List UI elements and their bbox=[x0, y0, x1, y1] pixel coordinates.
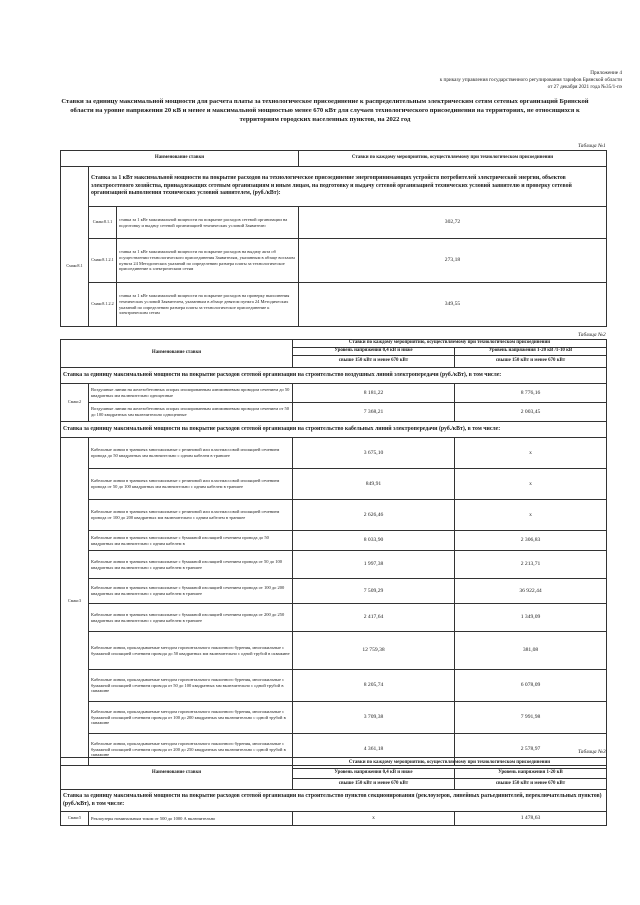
table1-row-code: Cмакс8.1.1 bbox=[89, 207, 117, 239]
appendix-order: к приказу управления государственного регулирования тарифов Брянской области bbox=[439, 77, 622, 84]
table-row-value-low: 8 205,74 bbox=[293, 670, 455, 702]
table3-power-low: свыше 150 кВт и менее 670 кВт bbox=[293, 779, 455, 790]
table1-label: Таблица №1 bbox=[578, 143, 606, 149]
table-row-value-low: 4 361,18 bbox=[293, 734, 455, 766]
table3-level-low: Уровень напряжения 0,4 кВ и ниже bbox=[293, 769, 455, 779]
table1-row-code: Cмакс8.1.2.1 bbox=[89, 239, 117, 283]
table1-header-name: Наименование ставки bbox=[61, 151, 299, 167]
table3-header-name: Наименование ставки bbox=[61, 758, 293, 790]
appendix-date: от 27 декабря 2021 года №35/1-пэ bbox=[547, 84, 622, 91]
table1-row-code: Cмакс8.1.2.2 bbox=[89, 283, 117, 327]
table-row-value-high: х bbox=[455, 469, 607, 500]
appendix-header bbox=[302, 70, 622, 92]
table-row-desc: Кабельные линии в траншеях многожильные с бумажной изоляцией сечением провода от 200 до 250 квадратных мм включительно с одним кабелем в траншее bbox=[89, 604, 293, 632]
table-row-value-low: 2 626,46 bbox=[293, 500, 455, 531]
table2-level-high: Уровень напряжения 1-20 кВ /1-10 кВ bbox=[455, 348, 607, 356]
table1-group-code: Смакс8.1 bbox=[61, 207, 89, 327]
table2-header-name: Наименование ставки bbox=[61, 340, 293, 368]
table1-row-value: 273,18 bbox=[299, 239, 607, 283]
table3-section: Ставка за единицу максимальной мощности на покрытие расходов сетевой организации на строительство пунктов секционирования (реклоузеров, линейных разъединителей, переключательных пунктов) (руб./кВт), в том числе: bbox=[61, 790, 607, 812]
table-row-value-high: х bbox=[455, 500, 607, 531]
table1-row-desc: ставка за 1 кВт максимальной мощности на покрытие расходов на выдачу акта об осуществлении технологического присоединения Заявителям, указанным в абзаце восьмом пункта 24 Методических указаний по определению размера платы за технологическое присоединение к электрическим сетям bbox=[117, 239, 299, 283]
table-row-value-low: 3 709,38 bbox=[293, 702, 455, 734]
table1 bbox=[60, 150, 607, 327]
table3 bbox=[60, 757, 607, 826]
table2-overhead-code: Cмакс2 bbox=[61, 384, 89, 422]
table-row-desc: Кабельные линии, прокладываемые методом горизонтального наклонного бурения, многожильные с бумажной изоляцией сечением провода от 100 до 200 квадратных мм включительно с одной трубой в скважине bbox=[89, 702, 293, 734]
table-row-value-high: 2 003,45 bbox=[455, 403, 607, 422]
table1-row-desc: ставка за 1 кВт максимальной мощности на покрытие расходов сетевой организации на подготовку и выдачу сетевой организацией технических условий Заявителю bbox=[117, 207, 299, 239]
table-row-value-high: 2 213,71 bbox=[455, 551, 607, 579]
table-row-value-high: 381,08 bbox=[455, 632, 607, 670]
table-row-desc: Кабельные линии в траншеях многожильные с резиновой или пластмассовой изоляцией сечением провода от 100 до 200 квадратных мм включительно с одним кабелем в траншее bbox=[89, 500, 293, 531]
table1-section: Ставка за 1 кВт максимальной мощности на покрытие расходов на технологическое присоединение энергопринимающих устройств потребителей электрической энергии, объектов электросетевого хозяйства, принадлежащих сетевым организациям и иным лицам, на подготовку и выдачу сетевой организацией технических условий заявителю и проверку сетевой организацией выполнения технических условий заявителем, (руб./кВт): bbox=[89, 167, 607, 207]
table-row-desc: Кабельные линии в траншеях многожильные с бумажной изоляцией сечением провода от 50 до 100 квадратных мм включительно с одним кабелем в траншее bbox=[89, 551, 293, 579]
table-row-value-high: 1 349,09 bbox=[455, 604, 607, 632]
table-row-desc: Кабельные линии в траншеях многожильные с бумажной изоляцией сечением провода от 100 до 200 квадратных мм включительно с одним кабелем в траншее bbox=[89, 579, 293, 604]
table-row-value-low: 8 033,90 bbox=[293, 531, 455, 551]
table-row-desc: Кабельные линии в траншеях многожильные с резиновой или пластмассовой изоляцией сечением провода от 50 до 100 квадратных мм включительно с одним кабелем в траншее bbox=[89, 469, 293, 500]
table-row-value-high: х bbox=[455, 438, 607, 469]
table-row-desc: Кабельные линии, прокладываемые методом горизонтального наклонного бурения, многожильные с бумажной изоляцией сечением провода от 50 до 100 квадратных мм включительно с одной трубой в скважине bbox=[89, 670, 293, 702]
table-row-value-high: 8 776,16 bbox=[455, 384, 607, 403]
table2-power-low: свыше 150 кВт и менее 670 кВт bbox=[293, 356, 455, 368]
table2-section-overhead: Ставка за единицу максимальной мощности на покрытие расходов сетевой организации на строительство воздушных линий электропередачи (руб./кВт), в том числе: bbox=[61, 368, 607, 384]
table1-row-desc: ставка за 1 кВт максимальной мощности на покрытие расходов на проверку выполнения технических условий Заявителем, указанным в абзаце девятом пункта 24 Методических указаний по определению размера платы за технологическое присоединение к электрическим сетям bbox=[117, 283, 299, 327]
table-row-desc: Воздушные линии на железобетонных опорах изолированным алюминиевым проводом сечением до 50 квадратных мм включительно одноцепные bbox=[89, 384, 293, 403]
table3-header-rate: Ставки по каждому мероприятию, осуществляемому при технологическом присоединении bbox=[293, 758, 607, 769]
table3-power-high: свыше 150 кВт и менее 670 кВт bbox=[455, 779, 607, 790]
table-row-desc: Реклоузеры номинальным током от 500 до 1000 А включительно bbox=[89, 812, 293, 826]
table-row-value-low: х bbox=[293, 812, 455, 826]
table-row-value-low: 849,91 bbox=[293, 469, 455, 500]
table-row-value-low: 1 997,38 bbox=[293, 551, 455, 579]
appendix-number: Приложение 4 bbox=[590, 70, 622, 76]
table-row-value-high: 36 922,44 bbox=[455, 579, 607, 604]
table-row-desc: Воздушные линии на железобетонных опорах изолированным алюминиевым проводом сечением от 50 до 100 квадратных мм включительно одноцепные bbox=[89, 403, 293, 422]
table-row-value-low: 8 181,22 bbox=[293, 384, 455, 403]
table2 bbox=[60, 339, 607, 766]
table-row-value-high: 6 078,09 bbox=[455, 670, 607, 702]
table2-cable-code: Cмакс3 bbox=[61, 438, 89, 766]
table-row-desc: Кабельные линии в траншеях многожильные с бумажной изоляцией сечением провода до 50 квадратных мм включительно с одним кабелем в bbox=[89, 531, 293, 551]
table3-row-code: Cмакс5 bbox=[61, 812, 89, 826]
table1-header-rate: Ставки по каждому мероприятию, осуществляемому при технологическом присоединении bbox=[299, 151, 607, 167]
table2-section-cable: Ставка за единицу максимальной мощности на покрытие расходов сетевой организации на строительство кабельных линий электропередачи (руб./кВт), в том числе: bbox=[61, 422, 607, 438]
table-row-value-low: 12 759,38 bbox=[293, 632, 455, 670]
document-title: Ставки за единицу максимальной мощности для расчета платы за технологическое присоединение к распределительным электрическим сетям сетевых организаций Брянской области на уровне напряжения 20 кВ и менее и максимальной мощностью менее 670 кВт для случаев технологического присоединения на территориях, не относящихся к территориям городских населенных пунктов, на 2022 год bbox=[61, 98, 589, 123]
table-row-value-high: 2 306,83 bbox=[455, 531, 607, 551]
table-row-desc: Кабельные линии, прокладываемые методом горизонтального наклонного бурения, многожильные с бумажной изоляцией сечением провода до 50 квадратных мм включительно с одной трубой в скважине bbox=[89, 632, 293, 670]
table-row-desc: Кабельные линии в траншеях многожильные с резиновой или пластмассовой изоляцией сечением провода до 50 квадратных мм включительно с одним кабелем в траншее bbox=[89, 438, 293, 469]
table2-level-low: Уровень напряжения 0,4 кВ и ниже bbox=[293, 348, 455, 356]
table-row-value-low: 2 417,64 bbox=[293, 604, 455, 632]
table-row-value-low: 3 675,10 bbox=[293, 438, 455, 469]
table-row-value-low: 7 509,29 bbox=[293, 579, 455, 604]
table2-label: Таблица №2 bbox=[578, 332, 606, 338]
table-row-value-high: 2 578,97 bbox=[455, 734, 607, 766]
table1-row-value: 349,55 bbox=[299, 283, 607, 327]
table1-row-value: 302,72 bbox=[299, 207, 607, 239]
table2-power-high: свыше 150 кВт и менее 670 кВт bbox=[455, 356, 607, 368]
table3-label: Таблица №3 bbox=[578, 749, 606, 755]
table3-level-high: Уровень напряжения 1-20 кВ bbox=[455, 769, 607, 779]
table-row-value-high: 1 478,63 bbox=[455, 812, 607, 826]
table2-header-rate: Ставки по каждому мероприятию, осуществляемому при технологическом присоединении bbox=[293, 340, 607, 348]
table-row-desc: Кабельные линии, прокладываемые методом горизонтального наклонного бурения, многожильные с бумажной изоляцией сечением провода от 200 до 250 квадратных мм включительно с одной трубой в скважине bbox=[89, 734, 293, 766]
table-row-value-low: 7 368,21 bbox=[293, 403, 455, 422]
table-row-value-high: 7 991,98 bbox=[455, 702, 607, 734]
